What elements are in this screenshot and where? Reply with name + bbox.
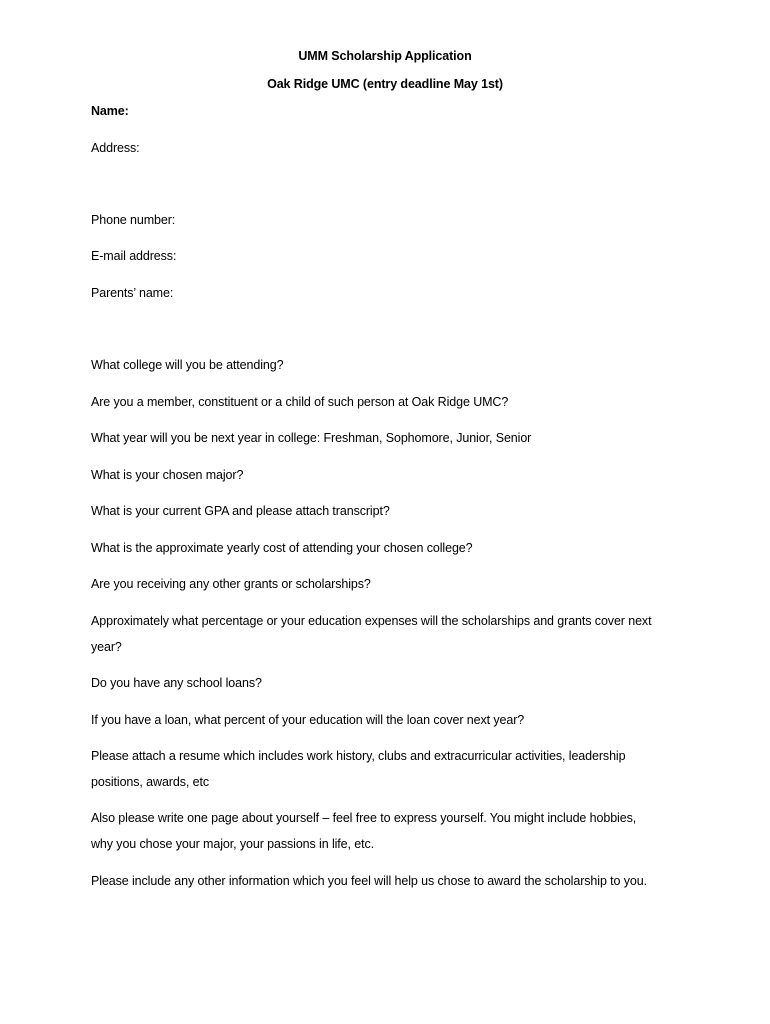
question-other-info: Please include any other information which you feel will help us chose to award the scholarship to you.: [91, 874, 647, 888]
question-grants: Are you receiving any other grants or scholarships?: [91, 577, 371, 591]
question-gpa: What is your current GPA and please attach transcript?: [91, 504, 390, 518]
document-title: UMM Scholarship Application: [298, 49, 472, 63]
address-label: Address:: [91, 141, 140, 155]
question-resume-line2: positions, awards, etc: [91, 775, 209, 789]
question-college: What college will you be attending?: [91, 358, 284, 372]
question-year: What year will you be next year in college: Freshman, Sophomore, Junior, Senior: [91, 431, 532, 445]
question-member: Are you a member, constituent or a child of such person at Oak Ridge UMC?: [91, 395, 509, 409]
question-percentage-line1: Approximately what percentage or your education expenses will the scholarships and grants cover next: [91, 614, 652, 628]
question-resume-line1: Please attach a resume which includes work history, clubs and extracurricular activities, leadership: [91, 749, 626, 763]
question-major: What is your chosen major?: [91, 468, 244, 482]
question-cost: What is the approximate yearly cost of attending your chosen college?: [91, 541, 473, 555]
question-essay-line2: why you chose your major, your passions in life, etc.: [91, 837, 375, 851]
phone-label: Phone number:: [91, 213, 176, 227]
question-loans: Do you have any school loans?: [91, 676, 262, 690]
question-essay-line1: Also please write one page about yourself – feel free to express yourself. You might include hobbies,: [91, 811, 637, 825]
email-label: E-mail address:: [91, 249, 177, 263]
question-percentage-line2: year?: [91, 640, 122, 654]
question-loan-percent: If you have a loan, what percent of your education will the loan cover next year?: [91, 713, 525, 727]
document-subtitle: Oak Ridge UMC (entry deadline May 1st): [267, 77, 503, 91]
name-label: Name:: [91, 104, 129, 118]
parents-label: Parents’ name:: [91, 286, 174, 300]
